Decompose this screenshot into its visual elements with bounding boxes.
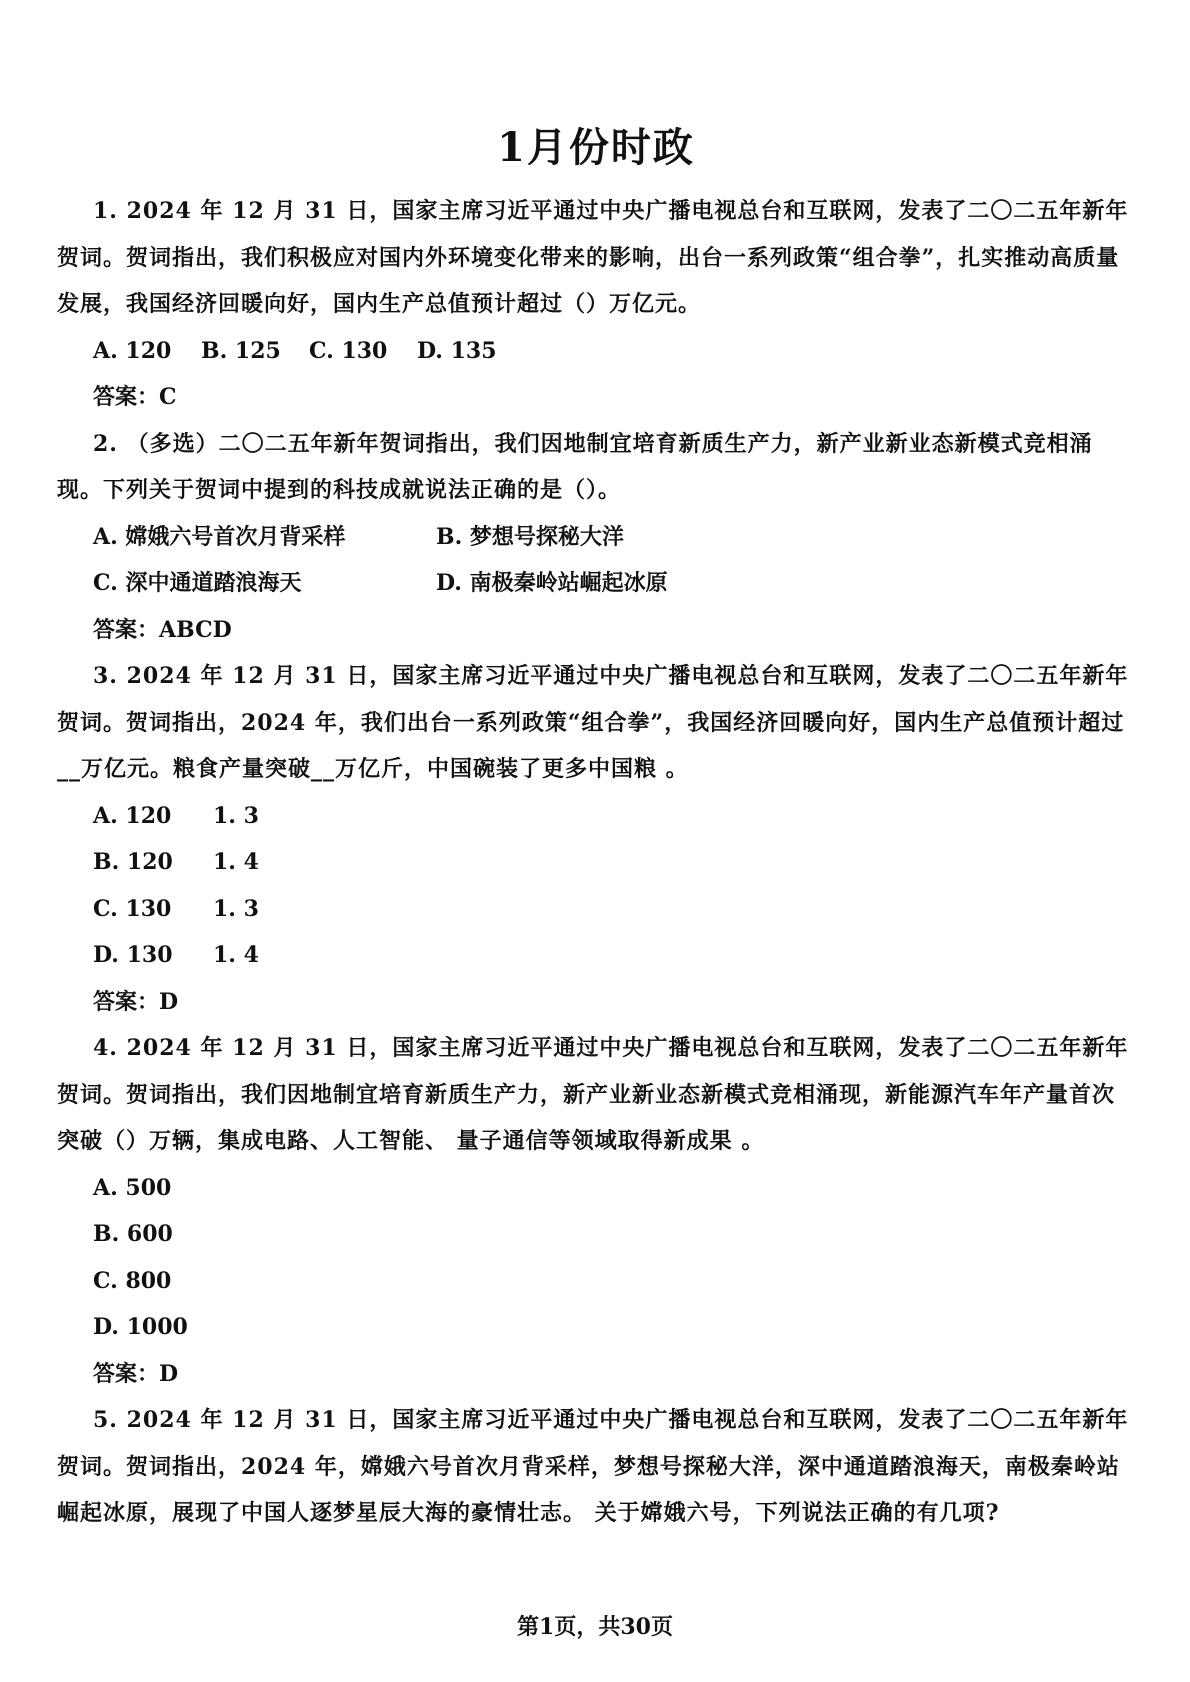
question-1-stem: 1. 2024 年 12 月 31 日，国家主席习近平通过中央广播电视总台和互联网，发表了二〇二五年新年贺词。贺词指出，我们积极应对国内外环境变化带来的影响，出台一系列政策“组合拳”，扎实推动高质量发展，我国经济回暖向好，国内生产总值预计超过（）万亿元。 bbox=[57, 198, 1129, 317]
question-4-option-a: A. 500 bbox=[93, 1174, 172, 1201]
option-d: D. 南极秦岭站崛起冰原 bbox=[436, 570, 668, 596]
option-c: C. 深中通道踏浪海天 bbox=[93, 570, 302, 596]
question-1-options bbox=[57, 328, 1135, 375]
option-d-value-2: 1. 4 bbox=[213, 942, 259, 968]
question-3-option-d bbox=[57, 932, 1135, 979]
question-4-option-d: D. 1000 bbox=[93, 1314, 188, 1340]
option-c-value-2: 1. 3 bbox=[213, 895, 259, 922]
question-2-options-row-1 bbox=[57, 514, 1135, 561]
page-number: 第1页，共30页 bbox=[517, 1614, 673, 1640]
question-4-answer: 答案：D bbox=[93, 1360, 179, 1387]
option-b: B. 125 bbox=[201, 337, 281, 364]
question-3-option-c bbox=[57, 886, 1135, 933]
question-2-answer: 答案：ABCD bbox=[93, 616, 232, 643]
question-4-stem: 4. 2024 年 12 月 31 日，国家主席习近平通过中央广播电视总台和互联网，发表了二〇二五年新年贺词。贺词指出，我们因地制宜培育新质生产力，新产业新业态新模式竞相涌现，新能源汽车年产量首次突破（）万辆，集成电路、人工智能、 量子通信等领域取得新成果 。 bbox=[57, 1035, 1129, 1154]
option-c-value-1: C. 130 bbox=[93, 895, 172, 922]
option-a: A. 嫦娥六号首次月背采样 bbox=[93, 523, 346, 550]
question-4-option-b: B. 600 bbox=[93, 1221, 173, 1247]
option-d: D. 135 bbox=[417, 337, 497, 364]
option-a-value-2: 1. 3 bbox=[213, 802, 259, 829]
question-1-answer: 答案：C bbox=[93, 384, 177, 410]
question-3-option-b bbox=[57, 839, 1135, 886]
option-b: B. 梦想号探秘大洋 bbox=[436, 523, 624, 550]
option-b-value-2: 1. 4 bbox=[213, 849, 259, 875]
question-4-option-c: C. 800 bbox=[93, 1267, 172, 1294]
question-2-stem: 2. （多选）二〇二五年新年贺词指出，我们因地制宜培育新质生产力，新产业新业态新模式竞相涌现。下列关于贺词中提到的科技成就说法正确的是（）。 bbox=[57, 430, 1093, 503]
option-d-value-1: D. 130 bbox=[93, 942, 173, 968]
question-2-options-row-2 bbox=[57, 560, 1135, 607]
option-a: A. 120 bbox=[93, 337, 172, 364]
option-b-value-1: B. 120 bbox=[93, 849, 173, 875]
question-3-answer: 答案：D bbox=[93, 988, 179, 1015]
page-title: 1月份时政 bbox=[497, 124, 695, 171]
question-3-stem: 3. 2024 年 12 月 31 日，国家主席习近平通过中央广播电视总台和互联网，发表了二〇二五年新年贺词。贺词指出，2024 年，我们出台一系列政策“组合拳”，我国经济回暖向好，国内生产总值预计超过__万亿元。粮食产量突破__万亿斤，中国碗装了更多中国粮 。 bbox=[57, 663, 1129, 782]
question-5-stem: 5. 2024 年 12 月 31 日，国家主席习近平通过中央广播电视总台和互联网，发表了二〇二五年新年贺词。贺词指出，2024 年，嫦娥六号首次月背采样，梦想号探秘大洋，深中通道踏浪海天，南极秦岭站崛起冰原，展现了中国人逐梦星辰大海的豪情壮志。 关于嫦娥六号，下列说法正确的有几项? bbox=[57, 1407, 1129, 1526]
option-c: C. 130 bbox=[309, 337, 388, 364]
question-3-option-a bbox=[57, 793, 1135, 840]
option-a-value-1: A. 120 bbox=[93, 802, 172, 829]
document-page bbox=[57, 120, 1135, 1537]
